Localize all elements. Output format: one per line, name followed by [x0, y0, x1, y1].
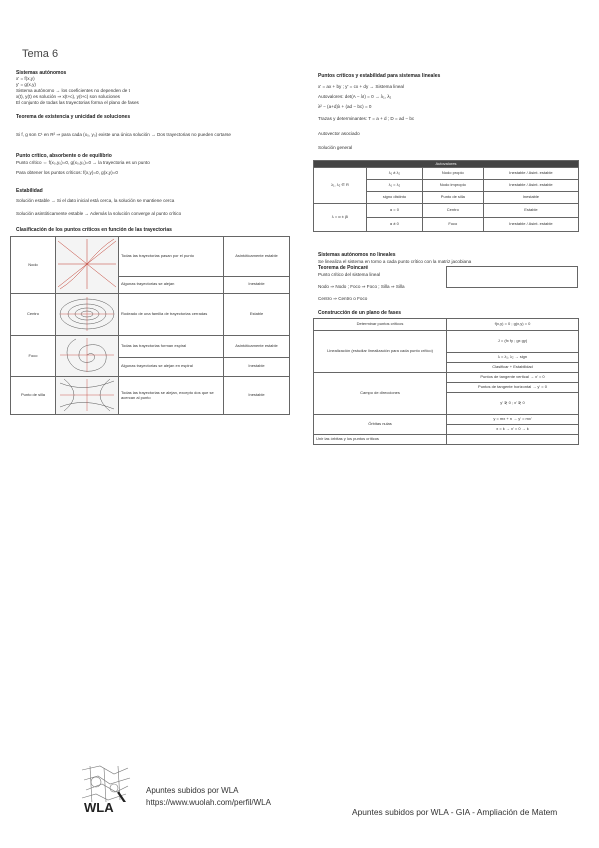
plano-cell: x = k → x' = 0 → k — [447, 425, 579, 435]
lineales-line: Autovector asociado — [318, 131, 360, 136]
silla-plot — [56, 376, 119, 415]
row-est: Estable — [224, 293, 290, 336]
plano-cell: f(x,y) = 0 ; g(x,y) = 0 — [447, 319, 579, 331]
tabla-cell: Foco — [422, 218, 483, 232]
tabla-cell: Nodo propio — [422, 168, 483, 180]
plano-table — [313, 318, 579, 445]
poincare-box — [446, 266, 578, 288]
plano-heading: Construcción de un plano de fases — [318, 310, 402, 316]
plano-cell: Clasificar + Estabilidad — [447, 363, 579, 373]
wla-brand: WLA — [84, 800, 114, 815]
sistemas-line: El conjunto de todas las trayectorias forma el plano de fases — [16, 100, 139, 105]
tabla-cell: λ₁ ≠ λ₂ — [367, 168, 423, 180]
silla-phase-icon — [56, 377, 118, 413]
tabla-cell: α ≠ 0 — [367, 218, 423, 232]
row-desc: Todas las trayectorias pasan por el punto — [119, 237, 224, 277]
clasificacion-table — [10, 236, 290, 415]
tabla-cell: λ₁ = λ₂ — [367, 180, 423, 192]
foco-plot — [56, 336, 119, 377]
nolineales-line: Se linealiza el sistema en torno a cada punto crítico con la matriz jacobiana — [318, 259, 472, 264]
tabla-cell: λ = α ± βi — [314, 204, 367, 232]
sistemas-line: Sistema autónomo → los coeficientes no dependen de t — [16, 88, 130, 93]
nodo-phase-icon — [56, 237, 118, 291]
tabla-cell: Estable — [483, 204, 578, 218]
poincare-line: Nodo ⇒ Nodo ; Foco ⇒ Foco ; Silla ⇒ Silla — [318, 284, 405, 289]
lineales-line: Trazas y determinantes: T = a + d ; D = ad − bc — [318, 116, 415, 121]
footer-line1: Apuntes subidos por WLA — [146, 786, 239, 795]
page-title: Tema 6 — [22, 48, 59, 60]
row-name: Nodo — [11, 237, 56, 294]
sistemas-heading: Sistemas autónomos — [16, 70, 67, 76]
plano-cell: y = mx + n → y' = mx' — [447, 415, 579, 425]
tabla-cell: Centro — [422, 204, 483, 218]
row-name: Foco — [11, 336, 56, 377]
poincare-line: Centro ⇒ Centro o Foco — [318, 296, 368, 301]
puntos-line: Para obtener los puntos críticos: f(x,y)=0, g(x,y)=0 — [16, 170, 118, 175]
sistemas-line: y' = g(x,y) — [16, 82, 36, 87]
poincare-line: Punto crítico del sistema lineal — [318, 272, 381, 277]
tabla-cell: Inestable / Asint. estable — [483, 180, 578, 192]
lineales-heading: Puntos críticos y estabilidad para sistemas lineales — [318, 73, 441, 79]
row-name: Centro — [11, 293, 56, 336]
plano-cell: Campo de direcciones — [314, 373, 447, 415]
estabilidad-line: Solución estable → Si el dato inicial está cerca, la solución se mantiene cerca — [16, 198, 175, 203]
lineales-line: Solución general — [318, 145, 353, 150]
tabla-cell: Inestable / Asint. estable — [483, 218, 578, 232]
teorema-heading: Teorema de existencia y unicidad de soluciones — [16, 114, 131, 120]
tabla-cell: λ₁, λ₂ ∈ R — [314, 168, 367, 204]
lineales-line: Autovalores: det(A − λI) = 0 → λ₁, λ₂ — [318, 94, 392, 99]
row-desc: Todas las trayectorias forman espiral — [119, 336, 224, 357]
tabla-cell: Punto de silla — [422, 192, 483, 204]
footer-link[interactable]: https://www.wuolah.com/perfil/WLA — [146, 798, 271, 807]
puntos-line: Punto crítico ⇔ f(x₀,y₀)=0, g(x₀,y₀)=0 → la trayectoria es un punto — [16, 160, 150, 165]
plano-cell: Puntos de tangente horizontal → y' = 0 — [447, 383, 579, 393]
centro-phase-icon — [56, 294, 118, 334]
row-desc: Algunas trayectorias se alejan — [119, 276, 224, 293]
autovalores-table — [313, 160, 579, 232]
plano-cell: J = (fx fy ; gx gy) — [447, 331, 579, 353]
row-est: Inestable — [224, 376, 290, 415]
clasificacion-heading: Clasificación de los puntos críticos en función de las trayectorias — [16, 227, 172, 233]
tabla-cell: Inestable / Asint. estable — [483, 168, 578, 180]
row-desc: Todas las trayectorias se alejan, excepto dos que se acercan al punto — [119, 376, 224, 415]
plano-cell — [447, 435, 579, 445]
foco-phase-icon — [56, 336, 118, 374]
row-est: Asintóticamente estable — [224, 336, 290, 357]
nodo-plot — [56, 237, 119, 294]
row-est: Inestable — [224, 276, 290, 293]
tabla-header: Autovalores — [314, 161, 579, 168]
row-est: Inestable — [224, 357, 290, 376]
tabla-cell: Nodo impropio — [422, 180, 483, 192]
centro-plot — [56, 293, 119, 336]
row-desc: Algunas trayectorias se alejan en espiral — [119, 357, 224, 376]
lineales-line: x' = ax + by ; y' = cx + dy → Sistema lineal — [318, 84, 405, 89]
row-est: Asintóticamente estable — [224, 237, 290, 277]
sistemas-line: x' = f(x,y) — [16, 76, 35, 81]
lineales-line: λ² − (a+d)λ + (ad − bc) = 0 — [318, 104, 372, 109]
sistemas-line: x(t), y(t) es solución ⇒ x(t+c), y(t+c) son soluciones — [16, 94, 120, 99]
row-name: Punto de silla — [11, 376, 56, 415]
estabilidad-line: Solución asintóticamente estable → Además la solución converge al punto crítico — [16, 211, 182, 216]
poincare-heading: Teorema de Poincaré — [318, 265, 369, 271]
plano-cell: y' ≷ 0 ; x' ≷ 0 — [447, 393, 579, 415]
tabla-cell: signo distinto — [367, 192, 423, 204]
teorema-line: Si f, g son C¹ en R² ⇒ para cada (x₀, y₀) existe una única solución → Dos trayectorias no pueden cortarse — [16, 132, 231, 137]
footer-right-text: Apuntes subidos por WLA - GIA - Ampliación de Matem — [352, 807, 558, 817]
estabilidad-heading: Estabilidad — [16, 188, 43, 194]
tabla-cell: Inestable — [483, 192, 578, 204]
plano-cell: Órbitas nulas — [314, 415, 447, 435]
plano-cell: Linealización (estudiar linealización para cada punto crítico) — [314, 331, 447, 373]
plano-cell: Determinar puntos críticos — [314, 319, 447, 331]
row-desc: Rodeado de una familia de trayectorias cerradas — [119, 293, 224, 336]
plano-cell: Unir las órbitas y los puntos críticos — [314, 435, 447, 445]
plano-cell: λ = λ₁, λ₂ → sign — [447, 353, 579, 363]
nolineales-heading: Sistemas autónomos no lineales — [318, 252, 396, 258]
wla-logo — [80, 764, 132, 816]
plano-cell: Puntos de tangente vertical → x' = 0 — [447, 373, 579, 383]
tabla-cell: α = 0 — [367, 204, 423, 218]
puntos-heading: Punto crítico, absorbente o de equilibrio — [16, 153, 112, 159]
